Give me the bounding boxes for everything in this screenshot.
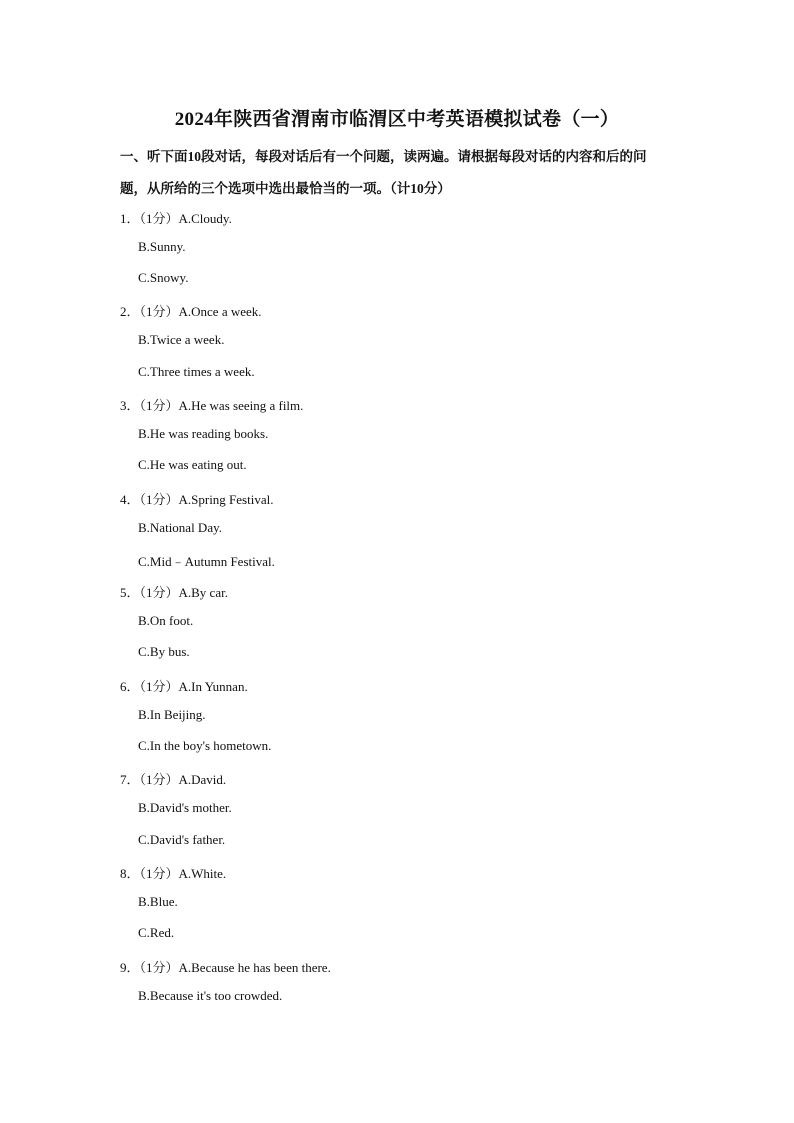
question-3-option-b: B.He was reading books. bbox=[138, 426, 269, 441]
question-9-stem: 9．（1分）A.Because he has been there. bbox=[120, 960, 331, 975]
question-4-option-c: C.Mid﹣Autumn Festival. bbox=[138, 554, 275, 569]
question-4-stem: 4．（1分）A.Spring Festival. bbox=[120, 492, 274, 507]
question-5-option-b: B.On foot. bbox=[138, 613, 194, 628]
question-6-option-c: C.In the boy's hometown. bbox=[138, 738, 272, 753]
question-5-stem: 5．（1分）A.By car. bbox=[120, 585, 228, 600]
question-5-option-c: C.By bus. bbox=[138, 644, 190, 659]
question-6-stem: 6．（1分）A.In Yunnan. bbox=[120, 679, 248, 694]
question-7-option-c: C.David's father. bbox=[138, 832, 226, 847]
question-4-option-b: B.National Day. bbox=[138, 520, 222, 535]
question-8-option-c: C.Red. bbox=[138, 925, 175, 940]
question-2-stem: 2．（1分）A.Once a week. bbox=[120, 304, 262, 319]
question-3-stem: 3．（1分）A.He was seeing a film. bbox=[120, 398, 304, 413]
question-1-stem: 1．（1分）A.Cloudy. bbox=[120, 211, 232, 226]
question-6-option-b: B.In Beijing. bbox=[138, 707, 206, 722]
section-instructions-line2: 题，从所给的三个选项中选出最恰当的一项。（计10分） bbox=[120, 181, 451, 196]
question-7-option-b: B.David's mother. bbox=[138, 800, 232, 815]
section-instructions-line1: 一、听下面10段对话，每段对话后有一个问题，读两遍。请根据每段对话的内容和后的问 bbox=[120, 149, 647, 164]
question-7-stem: 7．（1分）A.David. bbox=[120, 772, 227, 787]
question-2-option-c: C.Three times a week. bbox=[138, 364, 255, 379]
question-1-option-b: B.Sunny. bbox=[138, 239, 186, 254]
question-1-option-c: C.Snowy. bbox=[138, 270, 189, 285]
question-8-stem: 8．（1分）A.White. bbox=[120, 866, 227, 881]
question-2-option-b: B.Twice a week. bbox=[138, 332, 225, 347]
question-3-option-c: C.He was eating out. bbox=[138, 457, 247, 472]
question-8-option-b: B.Blue. bbox=[138, 894, 178, 909]
question-9-option-b: B.Because it's too crowded. bbox=[138, 988, 283, 1003]
page-title: 2024年陕西省渭南市临渭区中考英语模拟试卷（一） bbox=[174, 109, 620, 130]
